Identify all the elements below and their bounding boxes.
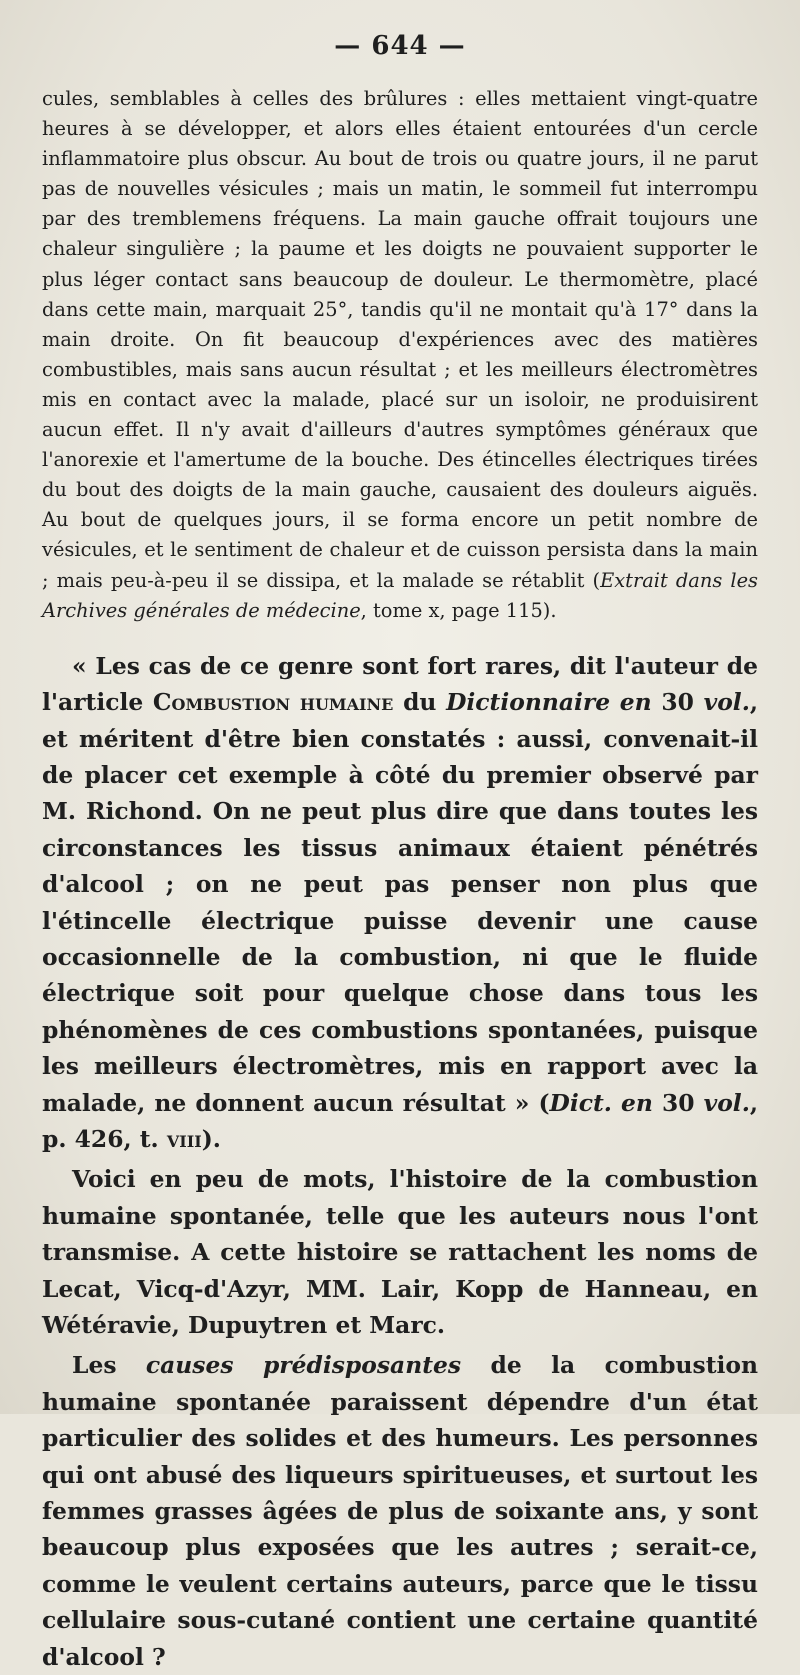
quote-text-1: « Les cas de ce genre sont fort rares, dit l'auteur de l'article: [42, 651, 758, 717]
quote-text-7: ).: [201, 1124, 221, 1153]
case-text: cules, semblables à celles des brûlures : elles mettaient vingt-quatre heures à se développer, et alors elles étaient entourées d'un cercle inflammatoire plus obscur. Au bout de trois ou quatre jours, il ne parut pas de nouvelles vésicules ; mais un matin, le sommeil fut interrompu par des tremblemens fréquens. La main gauche offrait toujours une chaleur singulière ; la paume et les doigts ne pouvaient supporter le plus léger contact sans beaucoup de douleur. Le thermomètre, placé dans cette main, marquait 25°, tandis qu'il ne montait qu'à 17° dans la main droite. On fit beaucoup d'expériences avec des matières combustibles, mais sans aucun résultat ; et les meilleurs électromètres mis en contact avec la malade, placé sur un isoloir, ne produisirent aucun effet. Il n'y avait d'ailleurs d'autres symptômes généraux que l'anorexie et l'amertume de la bouche. Des étincelles électriques tirées du bout des doigts de la main gauche, causaient des douleurs aiguës. Au bout de quelques jours, il se forma encore un petit nombre de vésicules, et le sentiment de chaleur et de cuisson persista dans la main ; mais peu-à-peu il se dissipa, et la malade se rétablit (: [42, 87, 758, 592]
tome-number: viii: [166, 1124, 202, 1153]
paragraph-dictionary-quote: [42, 648, 758, 1158]
citation-archives: Extrait dans les Archives générales de médecine: [42, 568, 759, 622]
quote-text-4: , et méritent d'être bien constatés : aussi, convenait-il de placer cet exemple à côté du premier observé par M. Richond. On ne peut plus dire que dans toutes les circonstances les tissus animaux étaient pénétrés d'alcool ; on ne peut pas penser non plus que l'étincelle électrique puisse devenir une cause occasionnelle de la combustion, ni que le fluide électrique soit pour quelque chose dans tous les phénomènes de ces combustions spontanées, puisque les meilleurs électromètres, mis en rapport avec la malade, ne donnent aucun résultat » (: [42, 688, 758, 1117]
citation-page: , tome x, page 115).: [360, 598, 557, 622]
causes-text-2: de la combustion humaine spontanée paraissent dépendre d'un état particulier des solides et des humeurs. Les personnes qui ont abusé des liqueurs spiritueuses, et surtout les femmes grasses âgées de plus de soixante ans, y sont beaucoup plus exposées que les autres ; serait-ce, comme le veulent certains auteurs, parce que le tissu cellulaire sous-cutané contient une certaine quantité d'alcool ?: [42, 1351, 758, 1671]
page-number: — 644 —: [334, 31, 466, 61]
quote-text-6: , p. 426, t.: [42, 1088, 758, 1153]
article-title: Combustion humaine: [152, 688, 394, 717]
paragraph-history: Voici en peu de mots, l'histoire de la combustion humaine spontanée, telle que les auteurs nous l'ont transmise. A cette histoire se rattachent les noms de Lecat, Vicq-d'Azyr, MM. Lair, Kopp de Hanneau, en Wétéravie, Dupuytren et Marc.: [42, 1165, 758, 1339]
causes-term: causes prédisposantes: [145, 1351, 462, 1380]
dict-abbrev: Dict. en: [549, 1088, 653, 1117]
paragraph-predisposing-causes: [42, 1347, 758, 1675]
dictionary-title: Dictionnaire en: [446, 688, 652, 717]
causes-text-1: Les: [72, 1351, 146, 1380]
dictionary-vol: vol.: [703, 688, 750, 717]
dict-vol-abbrev: vol.: [703, 1088, 750, 1117]
quote-text-2: du: [393, 688, 447, 717]
quote-text-3: 30: [651, 688, 704, 717]
paragraph-case-description: [42, 84, 758, 626]
quote-text-5: 30: [652, 1088, 704, 1117]
